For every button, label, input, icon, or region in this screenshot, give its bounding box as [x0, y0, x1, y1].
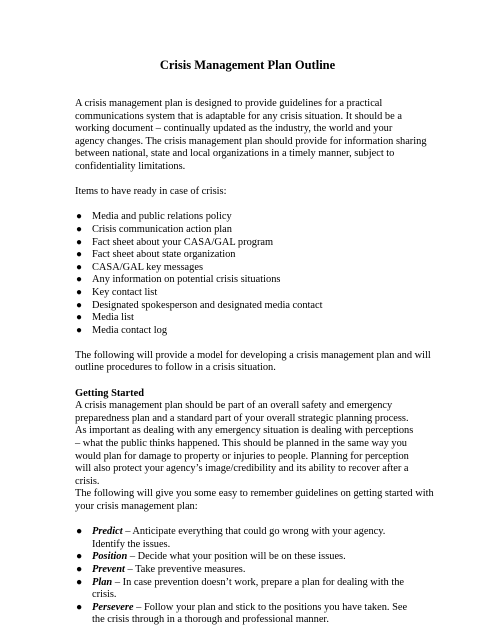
getting-started-line: – what the public thinks happened. This should be planned in the same way you	[75, 438, 407, 450]
getting-started-line: your crisis management plan:	[75, 501, 198, 512]
getting-started-line: A crisis management plan should be part of an overall safety and emergency	[75, 400, 393, 412]
bullet-icon: ●	[76, 249, 83, 261]
bullet-icon: ●	[76, 551, 83, 563]
list-item: ● CASA/GAL key messages	[76, 261, 204, 273]
bullet-icon: ●	[76, 286, 83, 298]
intro-line: confidentiality limitations.	[75, 160, 186, 172]
intro-paragraph	[75, 98, 465, 174]
getting-started-heading: Getting Started	[75, 387, 144, 399]
model-line: outline procedures to follow in a crisis situation.	[75, 362, 276, 374]
page-title: Crisis Management Plan Outline	[159, 58, 336, 72]
getting-started-line: The following will give you some easy to remember guidelines on getting started with	[75, 488, 434, 500]
bullet-icon: ●	[76, 563, 83, 575]
list-item: ● Media list	[76, 312, 134, 324]
guideline-term: Position	[92, 551, 128, 563]
guideline-item: ● Prevent – Take preventive measures.	[76, 563, 246, 575]
intro-line: agency changes. The crisis management plan should provide for information sharing	[75, 135, 427, 147]
list-item: ● Any information on potential crisis situations	[76, 274, 281, 286]
bullet-icon: ●	[76, 223, 83, 235]
bullet-icon: ●	[76, 261, 83, 273]
bullet-icon: ●	[76, 601, 83, 613]
bullet-icon: ●	[76, 236, 83, 248]
intro-line: working document – continually updated as the industry, the world and your	[75, 123, 393, 135]
items-heading: Items to have ready in case of crisis:	[75, 186, 227, 198]
model-paragraph	[75, 350, 465, 375]
getting-started-line: will also protect your agency’s image/credibility and its ability to recover after a	[75, 463, 409, 475]
guideline-item: ● Position – Decide what your position will be on these issues.	[76, 551, 346, 563]
intro-line: communications system that is adaptable for any crisis situation. It should be a	[75, 110, 402, 122]
bullet-icon: ●	[76, 312, 83, 324]
list-item: ● Fact sheet about your CASA/GAL program	[76, 236, 274, 248]
items-list	[75, 211, 465, 337]
guideline-item: ● Predict – Anticipate everything that could go wrong with your agency. Identify the issues.	[76, 526, 386, 550]
guidelines-list	[75, 526, 465, 627]
getting-started-line: As important as dealing with any emergency situation is dealing with perceptions	[75, 425, 414, 437]
intro-line: A crisis management plan is designed to provide guidelines for a practical	[75, 98, 383, 109]
intro-line: between national, state and local organizations in a timely manner, subject to	[75, 148, 395, 160]
getting-started-line: preparedness plan and a standard part of your overall strategic planning process.	[75, 412, 409, 424]
model-line: The following will provide a model for developing a crisis management plan and will	[75, 349, 431, 361]
bullet-icon: ●	[76, 324, 83, 336]
list-item: ● Designated spokesperson and designated media contact	[76, 299, 323, 311]
getting-started-paragraph	[75, 400, 465, 513]
list-item: ● Crisis communication action plan	[76, 223, 232, 235]
bullet-icon: ●	[76, 274, 83, 286]
getting-started-line: would plan for damage to property or injuries to people. Planning for perception	[75, 450, 409, 462]
guideline-term: Prevent	[92, 563, 125, 575]
guideline-term: Plan	[92, 576, 113, 588]
bullet-icon: ●	[76, 526, 83, 538]
bullet-icon: ●	[76, 299, 83, 311]
list-item: ● Media and public relations policy	[76, 211, 232, 223]
list-item: ● Media contact log	[76, 324, 168, 336]
bullet-icon: ●	[76, 211, 83, 223]
bullet-icon: ●	[76, 576, 83, 588]
guideline-term: Persevere	[92, 601, 134, 613]
list-item: ● Key contact list	[76, 286, 158, 298]
guideline-item: ● Persevere – Follow your plan and stick to the positions you have taken. See the crisis through in a thorough and professional manner.	[76, 601, 408, 626]
guideline-term: Predict	[92, 526, 123, 538]
getting-started-line: crisis.	[75, 475, 100, 487]
guideline-item: ● Plan – In case prevention doesn’t work, prepare a plan for dealing with the crisis.	[76, 576, 405, 601]
list-item: ● Fact sheet about state organization	[76, 249, 236, 261]
